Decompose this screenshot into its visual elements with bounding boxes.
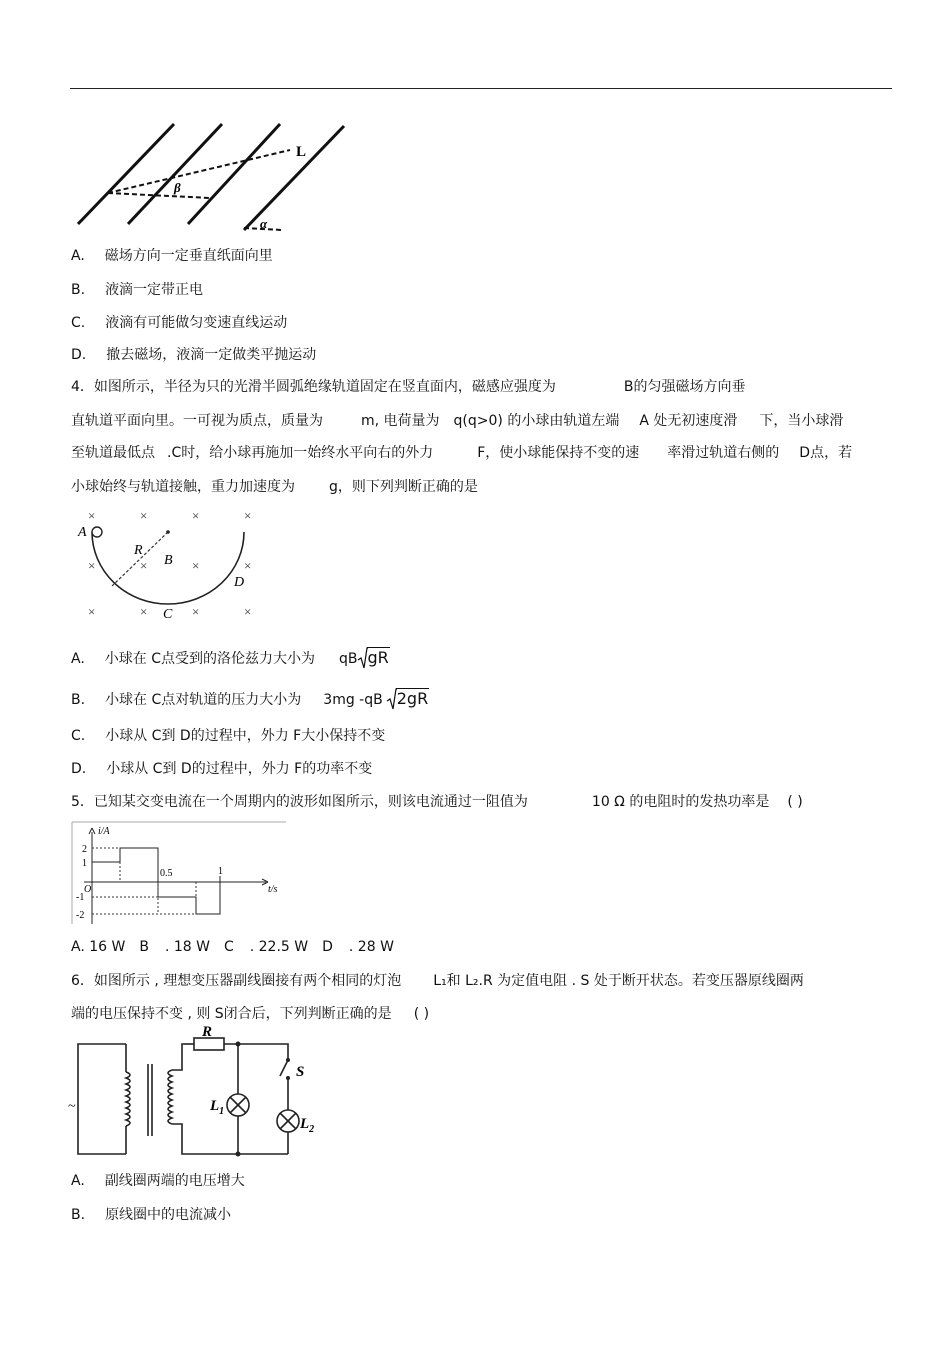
cross-mark: × xyxy=(88,558,96,573)
q6-label-l1: $L_1$ xyxy=(210,1098,225,1117)
q5-ytick-2: 2 xyxy=(82,844,87,855)
q6-label-l2: $L_2$ xyxy=(300,1116,315,1135)
q5-options: A. 16 W B . 18 W C . 22.5 W D . 28 W xyxy=(71,939,394,955)
q6-label-s: S xyxy=(296,1064,305,1080)
q5-origin: O xyxy=(84,884,92,895)
q4-stem-line2: 直轨道平面向里。一可视为质点，质量为 m, 电荷量为 q(q>0) 的小球由轨道左端 A 处无初速度滑 下，当小球滑 xyxy=(71,413,844,429)
q4-stem-line4: 小球始终与轨道接触，重力加速度为 g，则下列判断正确的是 xyxy=(71,479,478,495)
q5-waveform-graph xyxy=(70,820,290,926)
q3-option-a: A. 磁场方向一定垂直纸面向里 xyxy=(71,248,273,264)
q5-ytick-neg2: -2 xyxy=(76,910,85,921)
cross-mark: × xyxy=(140,558,148,573)
q6-stem-line1: 6．如图所示 , 理想变压器副线圈接有两个相同的灯泡 L₁和 L₂.R 为定值电阻 . S 处于断开状态。若变压器原线圈两 xyxy=(71,973,804,989)
q4-option-c: C. 小球从 C到 D的过程中，外力 F大小保持不变 xyxy=(71,728,386,744)
sqrt-symbol: gR xyxy=(358,648,390,668)
cross-mark: × xyxy=(192,558,200,573)
sqrt-symbol: 2gR xyxy=(387,689,429,709)
q3-label-alpha: α xyxy=(260,216,268,231)
q4-label-d: D xyxy=(234,575,245,590)
q6-stem-line2: 端的电压保持不变 , 则 S闭合后，下列判断正确的是 ( ) xyxy=(71,1006,430,1022)
q5-ylabel: i/A xyxy=(98,826,110,837)
cross-mark: × xyxy=(244,604,252,619)
cross-mark: × xyxy=(244,508,252,523)
cross-mark: × xyxy=(140,604,148,619)
q4-stem-line3: 至轨道最低点 .C时，给小球再施加一始终水平向右的外力 F，使小球能保持不变的速 率滑过轨道右侧的 D点，若 xyxy=(71,445,853,461)
q5-xtick-05: 0.5 xyxy=(160,868,173,879)
q4-figure xyxy=(72,504,272,624)
cross-mark: × xyxy=(244,558,252,573)
cross-mark: × xyxy=(192,604,200,619)
q6-option-b: B. 原线圈中的电流减小 xyxy=(71,1207,232,1223)
q5-ytick-neg1: -1 xyxy=(76,892,85,903)
cross-mark: × xyxy=(140,508,148,523)
q4-option-a: A. 小球在 C点受到的洛伦兹力大小为 qB gR xyxy=(71,648,389,667)
cross-mark: × xyxy=(192,508,200,523)
q4-label-c: C xyxy=(163,607,173,622)
q4-option-b: B. 小球在 C点对轨道的压力大小为 3mg -qB 2gR xyxy=(71,689,429,708)
q4-label-a: A xyxy=(78,525,87,540)
q4-option-d: D. 小球从 C到 D的过程中，外力 F的功率不变 xyxy=(71,761,373,777)
q5-ytick-1: 1 xyxy=(82,858,87,869)
q3-label-beta: β xyxy=(174,180,181,195)
q6-label-r: R xyxy=(202,1024,213,1040)
q4-label-b: B xyxy=(164,553,173,568)
header-rule xyxy=(70,88,892,89)
q3-option-b: B. 液滴一定带正电 xyxy=(71,282,204,298)
q5-stem: 5．已知某交变电流在一个周期内的波形如图所示，则该电流通过一阻值为 10 Ω 的电阻时的发热功率是 ( ) xyxy=(71,794,803,810)
q5-xtick-1: 1 xyxy=(218,866,223,877)
q5-xlabel: t/s xyxy=(268,884,278,895)
q6-circuit-figure xyxy=(68,1024,330,1162)
q3-label-l: L xyxy=(296,144,307,160)
q3-figure xyxy=(70,120,350,235)
q4-label-r: R xyxy=(134,543,143,558)
cross-mark: × xyxy=(88,604,96,619)
ac-source-symbol: ~ xyxy=(68,1099,76,1114)
q6-option-a: A. 副线圈两端的电压增大 xyxy=(71,1173,245,1189)
q3-option-d: D. 撤去磁场，液滴一定做类平抛运动 xyxy=(71,347,317,363)
q4-stem-line1: 4．如图所示，半径为只的光滑半圆弧绝缘轨道固定在竖直面内，磁感应强度为 B的匀强磁场方向垂 xyxy=(71,379,746,395)
cross-mark: × xyxy=(88,508,96,523)
q3-option-c: C. 液滴有可能做匀变速直线运动 xyxy=(71,315,288,331)
